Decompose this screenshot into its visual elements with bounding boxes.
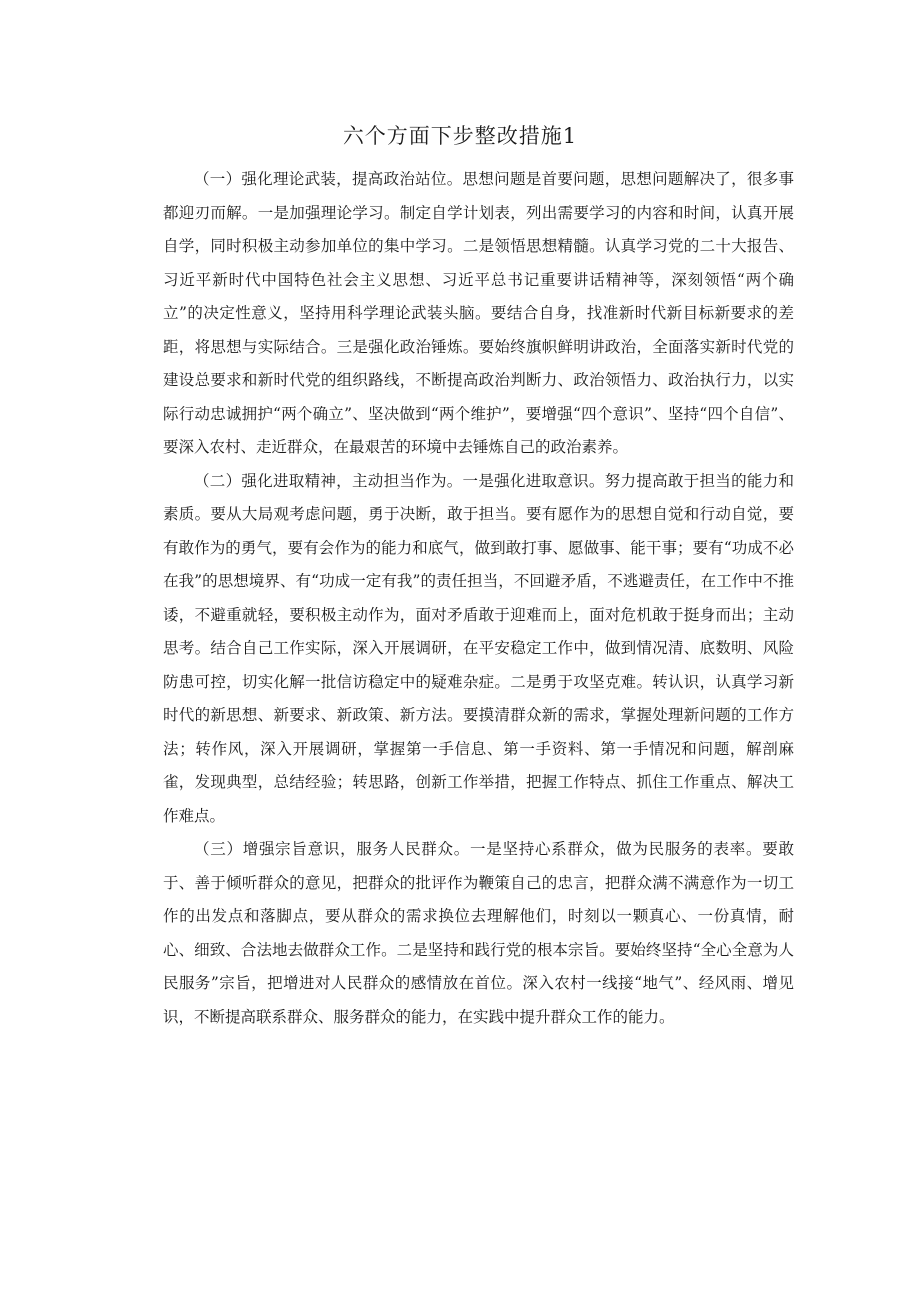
paragraph-3: （三）增强宗旨意识，服务人民群众。一是坚持心系群众，做为民服务的表率。要敢于、善于倾听群众的意见，把群众的批评作为鞭策自己的忠言，把群众满不满意作为一切工作的出发点和落脚点，要从群众的需求换位去理解他们，时刻以一颗真心、一份真情，耐心、细致、合法地去做群众工作。二是坚持和践行党的根本宗旨。要始终坚持“全心全意为人民服务”宗旨，把增进对人民群众的感情放在首位。深入农村一线接“地气”、经风雨、增见识，不断提高联系群众、服务群众的能力，在实践中提升群众工作的能力。 xyxy=(163,840,794,1026)
document-title: 六个方面下步整改措施1 xyxy=(342,124,578,148)
document-body xyxy=(163,163,794,1034)
paragraph-2: （二）强化进取精神，主动担当作为。一是强化进取意识。努力提高敢于担当的能力和素质。要从大局观考虑问题，勇于决断，敢于担当。要有愿作为的思想自觉和行动自觉，要有敢作为的勇气，要有会作为的能力和底气，做到敢打事、愿做事、能干事；要有“功成不必在我”的思想境界、有“功成一定有我”的责任担当，不回避矛盾，不逃避责任，在工作中不推诿，不避重就轻，要积极主动作为，面对矛盾敢于迎难而上，面对危机敢于挺身而出；主动思考。结合自己工作实际，深入开展调研，在平安稳定工作中，做到情况清、底数明、风险防患可控，切实化解一批信访稳定中的疑难杂症。二是勇于攻坚克难。转认识，认真学习新时代的新思想、新要求、新政策、新方法。要摸清群众新的需求，掌握处理新问题的工作方法；转作风，深入开展调研，掌握第一手信息、第一手资料、第一手情况和问题，解剖麻雀，发现典型，总结经验；转思路，创新工作举措，把握工作特点、抓住工作重点、解决工作难点。 xyxy=(163,471,794,825)
paragraph-1: （一）强化理论武装，提高政治站位。思想问题是首要问题，思想问题解决了，很多事都迎刃而解。一是加强理论学习。制定自学计划表，列出需要学习的内容和时间，认真开展自学，同时积极主动参加单位的集中学习。二是领悟思想精髓。认真学习党的二十大报告、习近平新时代中国特色社会主义思想、习近平总书记重要讲话精神等，深刻领悟“两个确立”的决定性意义，坚持用科学理论武装头脑。要结合自身，找准新时代新目标新要求的差距，将思想与实际结合。三是强化政治锤炼。要始终旗帜鲜明讲政治，全面落实新时代党的建设总要求和新时代党的组织路线，不断提高政治判断力、政治领悟力、政治执行力，以实际行动忠诚拥护“两个确立”、坚决做到“两个维护”，要增强“四个意识”、坚持“四个自信”、要深入农村、走近群众，在最艰苦的环境中去锤炼自己的政治素养。 xyxy=(163,170,794,456)
